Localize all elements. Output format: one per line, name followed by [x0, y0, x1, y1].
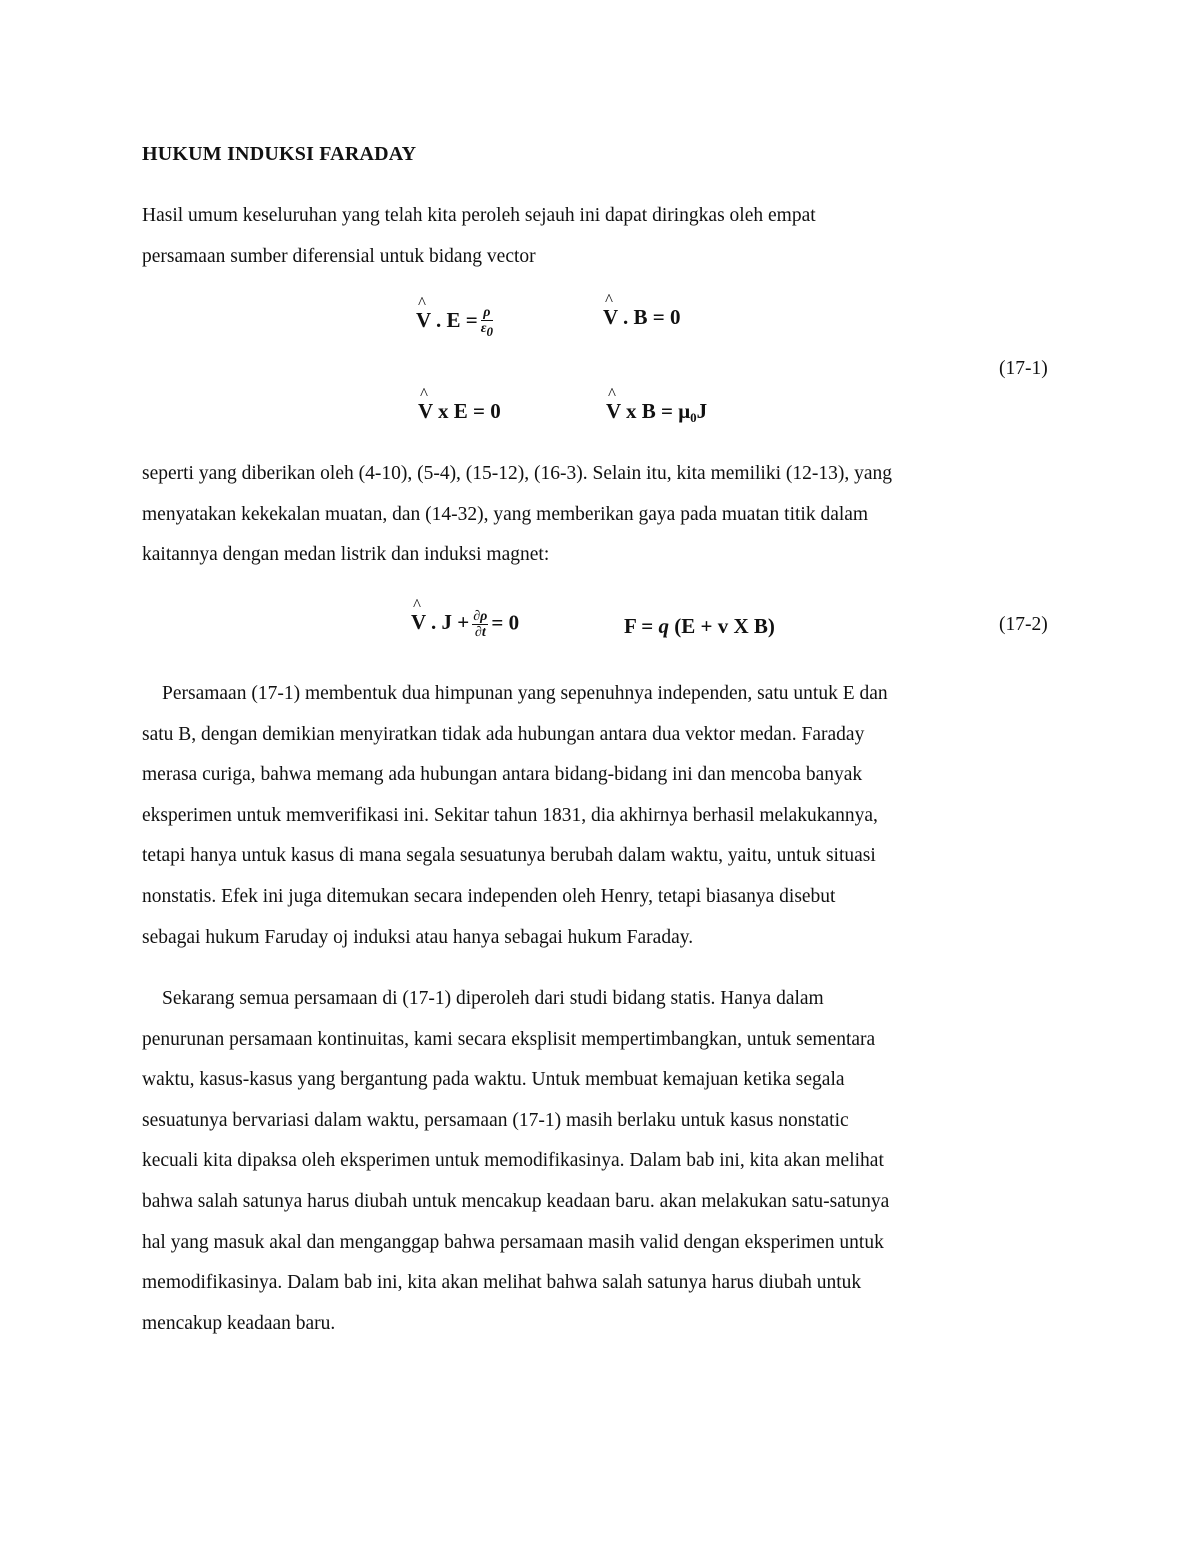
text-line: waktu, kasus-kasus yang bergantung pada waktu. Untuk membuat kemajuan ketika segala — [142, 1069, 845, 1091]
mu-subscript: 0 — [690, 410, 697, 425]
equation-curl-b — [606, 399, 707, 426]
text-line: sesuatunya bervariasi dalam waktu, persamaan (17-1) masih berlaku untuk kasus nonstatic — [142, 1109, 849, 1131]
fraction — [481, 305, 493, 339]
continuity-lhs: ^ V . J + — [411, 610, 469, 635]
equation-number-17-2: (17-2) — [999, 614, 1048, 635]
text-line: kaitannya dengan medan listrik dan induksi magnet: — [142, 544, 550, 566]
text-line: persamaan sumber diferensial untuk bidang vector — [142, 245, 536, 267]
text-line: hal yang masuk akal dan menganggap bahwa persamaan masih valid dengan eksperimen untuk — [142, 1231, 884, 1253]
text-line: penurunan persamaan kontinuitas, kami secara eksplisit mempertimbangkan, untuk sementara — [142, 1028, 876, 1050]
force-lhs: F = — [624, 614, 654, 638]
fraction-denominator: ε0 — [480, 321, 494, 339]
div-e-lhs: ^ V . E = — [416, 308, 478, 333]
equation-curl-e — [418, 399, 501, 424]
text-line: seperti yang diberikan oleh (4-10), (5-4), (15-12), (16-3). Selain itu, kita memiliki (12-13), yang — [142, 463, 893, 484]
text-line: satu B, dengan demikian menyiratkan tidak ada hubungan antara dua vektor medan. Faraday — [142, 723, 865, 745]
text-line: memodifikasinya. Dalam bab ini, kita akan melihat bahwa salah satunya harus diubah untuk — [142, 1272, 862, 1294]
text-line: menyatakan kekekalan muatan, dan (14-32), yang memberikan gaya pada muatan titik dalam — [142, 503, 869, 525]
text-line: bahwa salah satunya harus diubah untuk mencakup keadaan baru. akan melakukan satu-satunya — [142, 1190, 890, 1212]
curl-b-rhs: J — [696, 399, 708, 423]
text-line: merasa curiga, bahwa memang ada hubungan antara bidang-bidang ini dan mencoba banyak — [142, 764, 863, 786]
equation-number-17-1: (17-1) — [999, 358, 1048, 379]
text-line: kecuali kita dipaksa oleh eksperimen untuk memodifikasinya. Dalam bab ini, kita akan melihat — [142, 1150, 884, 1172]
force-charge: q — [658, 614, 670, 638]
equation-div-e — [416, 305, 496, 339]
text-line: Persamaan (17-1) membentuk dua himpunan yang sepenuhnya independen, satu untuk E dan — [162, 683, 888, 704]
continuity-rhs: = 0 — [491, 610, 520, 635]
fraction-denominator: ∂t — [474, 625, 486, 640]
curl-b-lhs: ^ V x B = μ — [606, 399, 690, 424]
equation-continuity — [411, 609, 519, 640]
page-title: HUKUM INDUKSI FARADAY — [142, 143, 417, 165]
fraction-numerator: ∂ρ — [473, 609, 488, 624]
text-line: eksperimen untuk memverifikasi ini. Sekitar tahun 1831, dia akhirnya berhasil melakukannya, — [142, 804, 878, 826]
equation-div-b — [603, 305, 681, 330]
text-line: mencakup keadaan baru. — [142, 1312, 336, 1334]
curl-e-expr: ^ V x E = 0 — [418, 399, 501, 424]
text-line: nonstatis. Efek ini juga ditemukan secara independen oleh Henry, tetapi biasanya disebut — [142, 885, 836, 907]
fraction-numerator: ρ — [481, 305, 493, 321]
intro-paragraph — [142, 196, 1062, 277]
fraction — [472, 609, 488, 640]
text-line: tetapi hanya untuk kasus di mana segala sesuatunya berubah dalam waktu, yaitu, untuk situasi — [142, 845, 876, 867]
text-line: sebagai hukum Faruday oj induksi atau hanya sebagai hukum Faraday. — [142, 926, 694, 948]
text-line: Hasil umum keseluruhan yang telah kita peroleh sejauh ini dapat diringkas oleh empat — [142, 205, 816, 226]
force-rhs: (E + v X B) — [669, 614, 775, 638]
equation-lorentz-force — [624, 614, 775, 639]
text-line: Sekarang semua persamaan di (17-1) diperoleh dari studi bidang statis. Hanya dalam — [162, 988, 824, 1009]
body-paragraph-1 — [142, 674, 1062, 958]
div-b-expr: ^ V . B = 0 — [603, 305, 681, 330]
after-eq1-paragraph — [142, 454, 1062, 576]
body-paragraph-2 — [142, 979, 1062, 1344]
